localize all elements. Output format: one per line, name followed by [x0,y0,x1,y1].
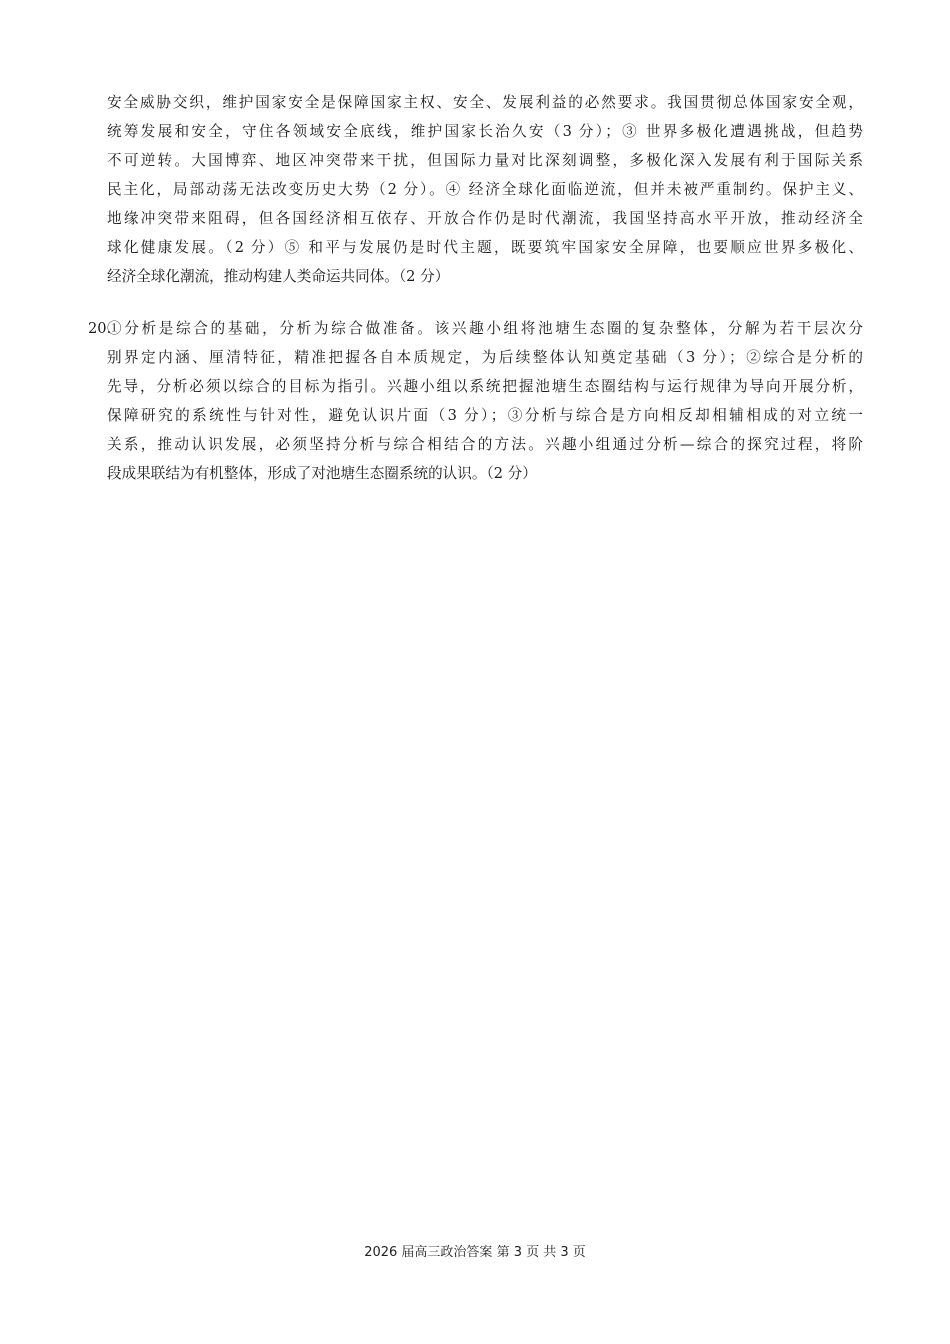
answer-line: ①分析是综合的基础，分析为综合做准备。该兴趣小组将池塘生态圈的复杂整体，分解为若干层次分 [107,320,863,337]
answer-line: 段成果联结为有机整体，形成了对池塘生态圈系统的认识。（2 分） [107,465,537,482]
answer-line: 保障研究的系统性与针对性，避免认识片面（3 分）；③分析与综合是方向相反却相辅相成的对立统一 [107,407,863,424]
answer-line: 地缘冲突带来阻碍，但各国经济相互依存、开放合作仍是时代潮流，我国坚持高水平开放，推动经济全 [107,210,863,227]
answer-continuation [107,88,863,291]
answer-line: 先导，分析必须以综合的目标为指引。兴趣小组以系统把握池塘生态圈结构与运行规律为导向开展分析， [107,378,863,395]
answer-line: 民主化，局部动荡无法改变历史大势（2 分）。④ 经济全球化面临逆流，但并未被严重制约。保护主义、 [107,181,863,198]
question-number: 20. [88,320,112,337]
answer-line: 不可逆转。大国博弈、地区冲突带来干扰，但国际力量对比深刻调整，多极化深入发展有利于国际关系 [107,152,863,169]
answer-line: 统筹发展和安全，守住各领域安全底线，维护国家长治久安（3 分）；③ 世界多极化遭遇挑战，但趋势 [107,123,863,140]
answer-line: 关系，推动认识发展，必须坚持分析与综合相结合的方法。兴趣小组通过分析—综合的探究过程，将阶 [107,436,863,453]
answer-line: 球化健康发展。（2 分）⑤ 和平与发展仍是时代主题，既要筑牢国家安全屏障，也要顺应世界多极化、 [107,239,863,256]
answer-line: 经济全球化潮流，推动构建人类命运共同体。（2 分） [107,268,450,285]
question-20-answer [88,314,863,488]
page-footer: 2026 届高三政治答案 第 3 页 共 3 页 [364,1245,586,1260]
answer-line: 别界定内涵、厘清特征，精准把握各自本质规定，为后续整体认知奠定基础（3 分）；②综合是分析的 [107,349,863,366]
answer-line: 安全威胁交织，维护国家安全是保障国家主权、安全、发展利益的必然要求。我国贯彻总体国家安全观， [107,94,863,111]
